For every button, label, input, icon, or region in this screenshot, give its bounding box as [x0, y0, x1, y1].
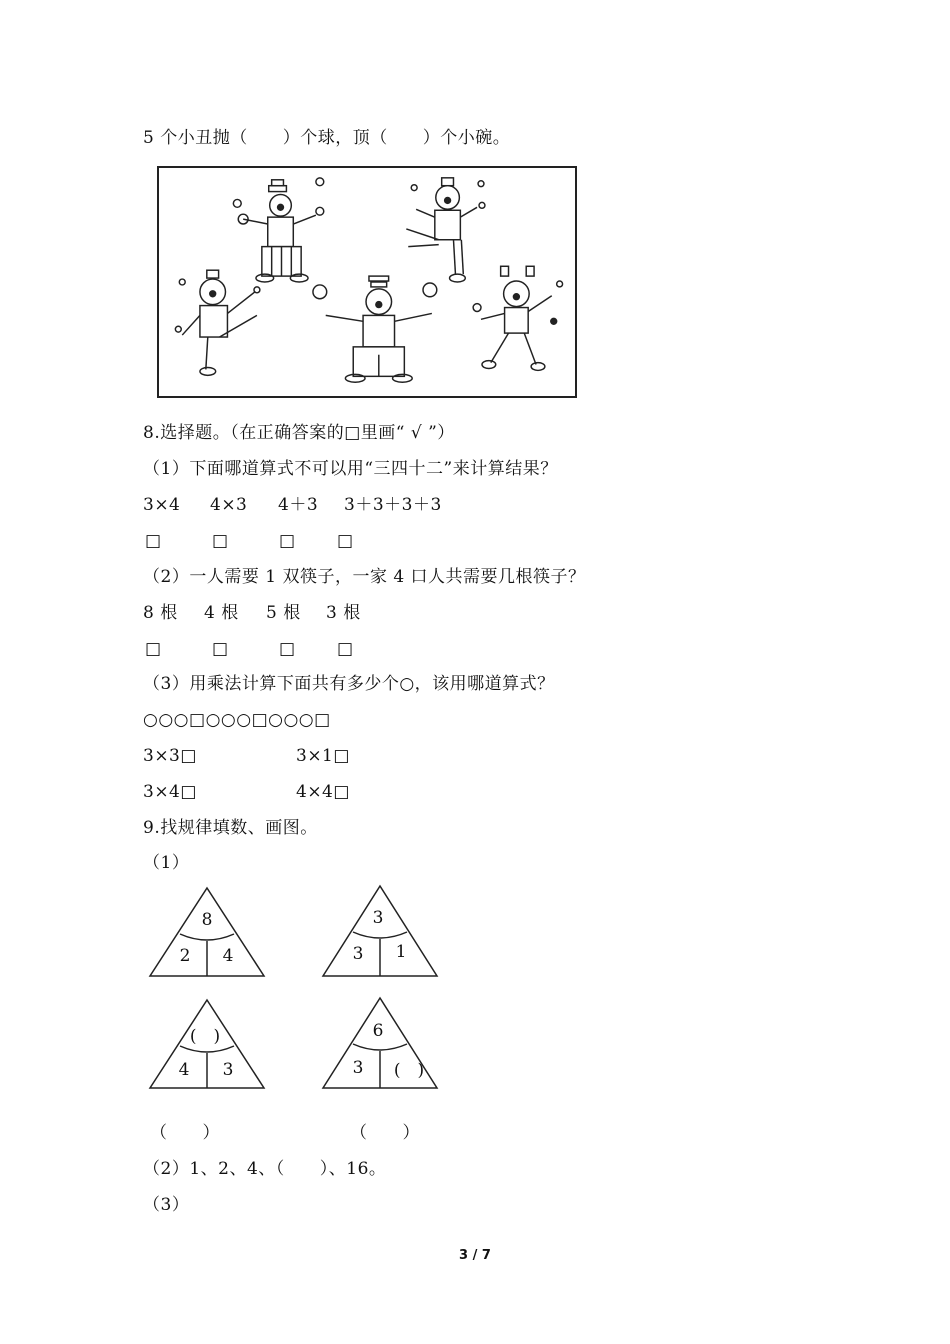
triangle-1-right: 4 — [222, 946, 234, 966]
q9-sub3-label: （3） — [143, 1195, 190, 1215]
page-number: 3 / 7 — [459, 1248, 491, 1263]
q9-sub1-label: （1） — [143, 853, 190, 873]
q7-question-text: 5 个小丑抛（ ）个球，顶（ ）个小碗。 — [143, 128, 511, 148]
q8-sub2-checkbox-4[interactable]: □ — [337, 639, 354, 659]
q8-sub2-question: （2）一人需要 1 双筷子，一家 4 口人共需要几根筷子？ — [143, 567, 586, 587]
q9-title: 9.找规律填数、画图。 — [143, 818, 318, 838]
q8-sub2-checkbox-1[interactable]: □ — [145, 639, 162, 659]
q8-sub3-option-1[interactable]: 3×3□ — [143, 746, 197, 766]
triangle-1-left: 2 — [179, 946, 191, 966]
q8-sub2-option-1: 8 根 — [143, 603, 178, 623]
triangle-2-right: 1 — [395, 942, 407, 962]
triangle-4-left: 3 — [352, 1058, 364, 1078]
triangle-3-top-blank[interactable]: ( ) — [189, 1026, 221, 1047]
triangle-2-left: 3 — [352, 944, 364, 964]
number-triangle-2 — [321, 884, 439, 978]
q8-sub1-option-4: 3＋3＋3＋3 — [344, 495, 442, 515]
q8-sub3-option-4[interactable]: 4×4□ — [296, 782, 350, 802]
q8-sub2-option-2: 4 根 — [204, 603, 239, 623]
q8-sub1-option-3: 4＋3 — [278, 495, 319, 515]
q8-sub1-checkbox-2[interactable]: □ — [212, 531, 229, 551]
q8-sub1-option-1: 3×4 — [143, 495, 181, 515]
q9-sub1-answer-blank-1[interactable]: （ ） — [150, 1123, 220, 1143]
clown-illustration — [157, 166, 577, 398]
triangle-4-right-blank[interactable]: ( ) — [393, 1060, 425, 1081]
q8-sub3-option-3[interactable]: 3×4□ — [143, 782, 197, 802]
q9-sub2-sequence: （2）1、2、4、（ ）、16。 — [143, 1159, 387, 1179]
clown-figure-3 — [175, 270, 260, 375]
q8-sub1-checkbox-4[interactable]: □ — [337, 531, 354, 551]
q8-sub2-checkbox-3[interactable]: □ — [279, 639, 296, 659]
clown-figure-1 — [233, 178, 323, 282]
number-triangle-4 — [321, 996, 439, 1090]
clown-figure-4 — [313, 276, 437, 382]
clown-figure-2 — [406, 178, 485, 282]
q8-title: 8.选择题。（在正确答案的□里画“ √ ”） — [143, 423, 455, 443]
q8-sub3-option-2[interactable]: 3×1□ — [296, 746, 350, 766]
q8-sub1-option-2: 4×3 — [210, 495, 248, 515]
clown-figure-5 — [473, 266, 562, 370]
q8-sub1-checkbox-1[interactable]: □ — [145, 531, 162, 551]
q8-sub3-circle-pattern: ○○○□○○○□○○○□ — [143, 710, 331, 730]
triangle-4-top: 6 — [372, 1021, 384, 1041]
triangle-3-right: 3 — [222, 1060, 234, 1080]
q8-sub3-question: （3）用乘法计算下面共有多少个○，该用哪道算式？ — [143, 674, 555, 694]
q8-sub1-question: （1）下面哪道算式不可以用“三四十二”来计算结果？ — [143, 459, 558, 479]
triangle-1-top: 8 — [201, 910, 213, 930]
number-triangle-3 — [148, 998, 266, 1090]
triangle-3-left: 4 — [178, 1060, 190, 1080]
triangle-2-top: 3 — [372, 908, 384, 928]
q8-sub2-option-4: 3 根 — [326, 603, 361, 623]
q8-sub1-checkbox-3[interactable]: □ — [279, 531, 296, 551]
number-triangle-1 — [148, 886, 266, 978]
q8-sub2-checkbox-2[interactable]: □ — [212, 639, 229, 659]
q9-sub1-answer-blank-2[interactable]: （ ） — [350, 1123, 420, 1143]
q8-sub2-option-3: 5 根 — [266, 603, 301, 623]
